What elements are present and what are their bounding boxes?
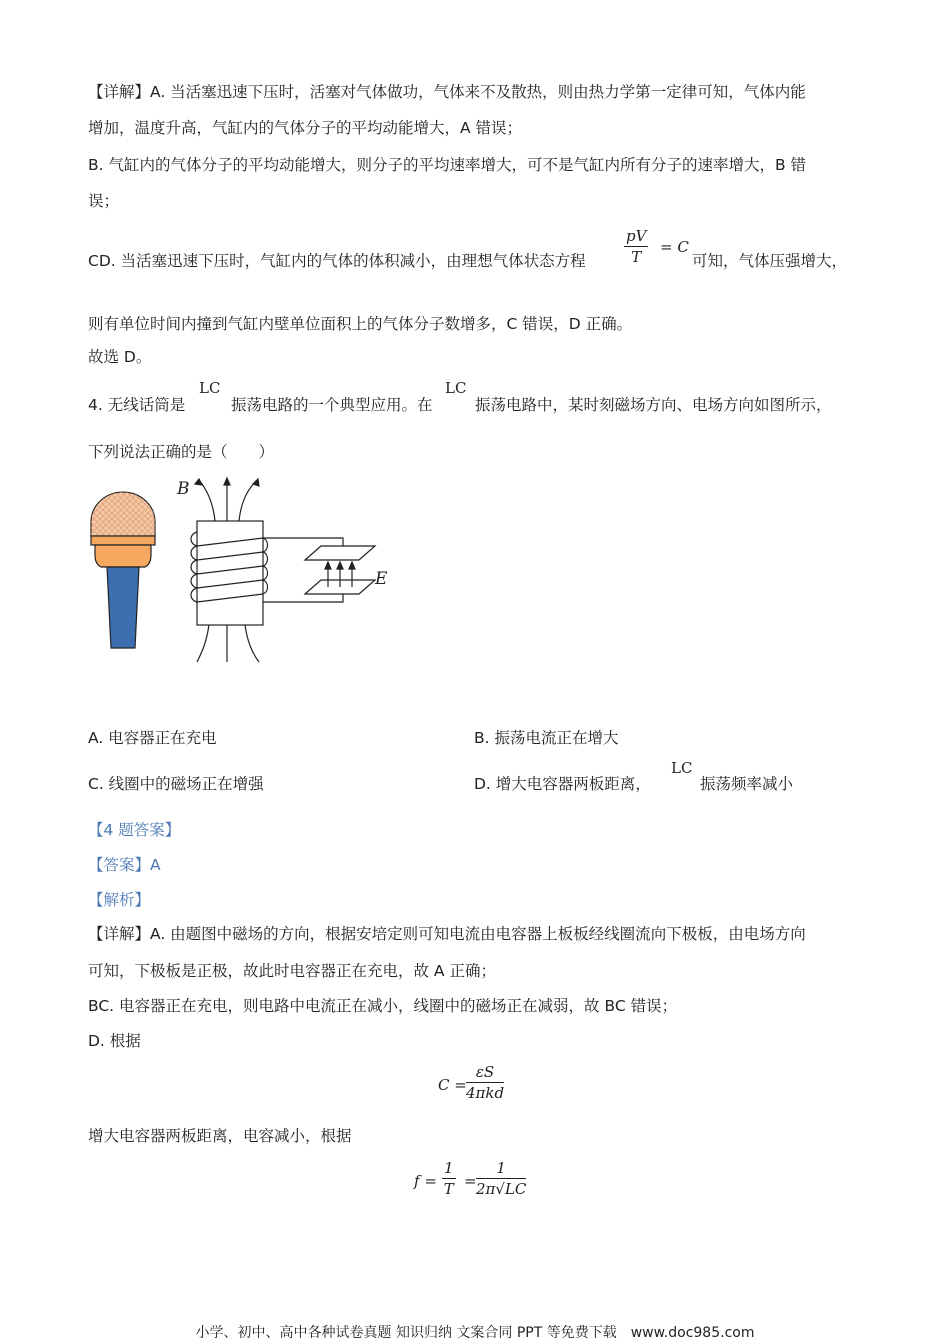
fraction-numerator: 1: [444, 1159, 454, 1177]
fraction-denominator: T: [631, 248, 642, 266]
explanation-line: [88, 250, 586, 272]
explanation-text: CD. 当活塞迅速下压时，气缸内的气体的体积减小，由理想气体状态方程: [88, 252, 586, 270]
frequency-equals: =: [464, 1172, 477, 1190]
explanation-line: 故选 D。: [88, 348, 152, 366]
lc-symbol: LC: [671, 759, 693, 777]
option-b: B. 振荡电流正在增大: [474, 729, 619, 747]
frequency-fraction-2: [476, 1158, 526, 1199]
fraction-numerator: pV: [626, 227, 647, 245]
lc-symbol: LC: [445, 379, 467, 397]
fraction-numerator: 1: [476, 1158, 526, 1179]
question-line: 下列说法正确的是（ ）: [88, 443, 275, 461]
explanation-line: B. 气缸内的气体分子的平均动能增大，则分子的平均速率增大，可不是气缸内所有分子的速率增大，B 错: [88, 156, 807, 174]
ideal-gas-fraction: [624, 226, 648, 267]
question-line: 4. 无线话筒是: [88, 396, 186, 414]
option-a: A. 电容器正在充电: [88, 729, 217, 747]
label-b: B: [177, 479, 190, 499]
fraction-numerator: εS: [466, 1062, 504, 1083]
explanation-line: 增加，温度升高，气缸内的气体分子的平均动能增大，A 错误；: [88, 119, 523, 137]
capacitance-fraction: [466, 1062, 504, 1103]
analysis-header: 【解析】: [88, 891, 151, 909]
explanation-line: 【详解】A. 当活塞迅速下压时，活塞对气体做功，气体来不及散热，则由热力学第一定律可知，气体内能: [88, 83, 806, 101]
detail-line: D. 根据: [88, 1032, 141, 1050]
explanation-line: 误；: [88, 192, 120, 210]
ideal-gas-rhs: = C: [660, 238, 689, 256]
question-line: 振荡电路中，某时刻磁场方向、电场方向如图所示，: [475, 396, 832, 414]
lc-circuit-figure: [85, 474, 405, 666]
detail-line: BC. 电容器正在充电，则电路中电流正在减小，线圈中的磁场正在减弱，故 BC 错误；: [88, 997, 678, 1015]
lc-symbol: LC: [199, 379, 221, 397]
label-e: E: [375, 569, 388, 589]
fraction-denominator: 2π√LC: [476, 1180, 527, 1198]
option-d-tail: 振荡频率减小: [700, 775, 794, 793]
question-line: 振荡电路的一个典型应用。在: [231, 396, 433, 414]
frequency-fraction-1: [442, 1158, 456, 1199]
answer-line: [88, 854, 161, 876]
explanation-line: 则有单位时间内撞到气缸内壁单位面积上的气体分子数增多，C 错误，D 正确。: [88, 315, 633, 333]
answer-tag: 【答案】A: [88, 856, 161, 874]
fraction-denominator: T: [443, 1180, 454, 1198]
detail-line: 增大电容器两板距离，电容减小，根据: [88, 1127, 352, 1145]
explanation-text: 可知，气体压强增大，: [692, 252, 848, 270]
fraction-denominator: 4πkd: [466, 1084, 505, 1102]
page-footer: 小学、初中、高中各种试卷真题 知识归纳 文案合同 PPT 等免费下载 www.doc985.com: [195, 1325, 755, 1341]
capacitance-lhs: C =: [438, 1076, 467, 1094]
option-d: D. 增大电容器两板距离，: [474, 775, 651, 793]
frequency-lhs: f =: [414, 1172, 437, 1190]
microphone-icon: [91, 492, 155, 648]
answer-header: 【4 题答案】: [88, 821, 181, 839]
detail-line: 【详解】A. 由题图中磁场的方向，根据安培定则可知电流由电容器上板板经线圈流向下极板，由电场方向: [88, 925, 806, 943]
option-c: C. 线圈中的磁场正在增强: [88, 775, 264, 793]
detail-line: 可知，下极板是正极，故此时电容器正在充电，故 A 正确；: [88, 962, 496, 980]
